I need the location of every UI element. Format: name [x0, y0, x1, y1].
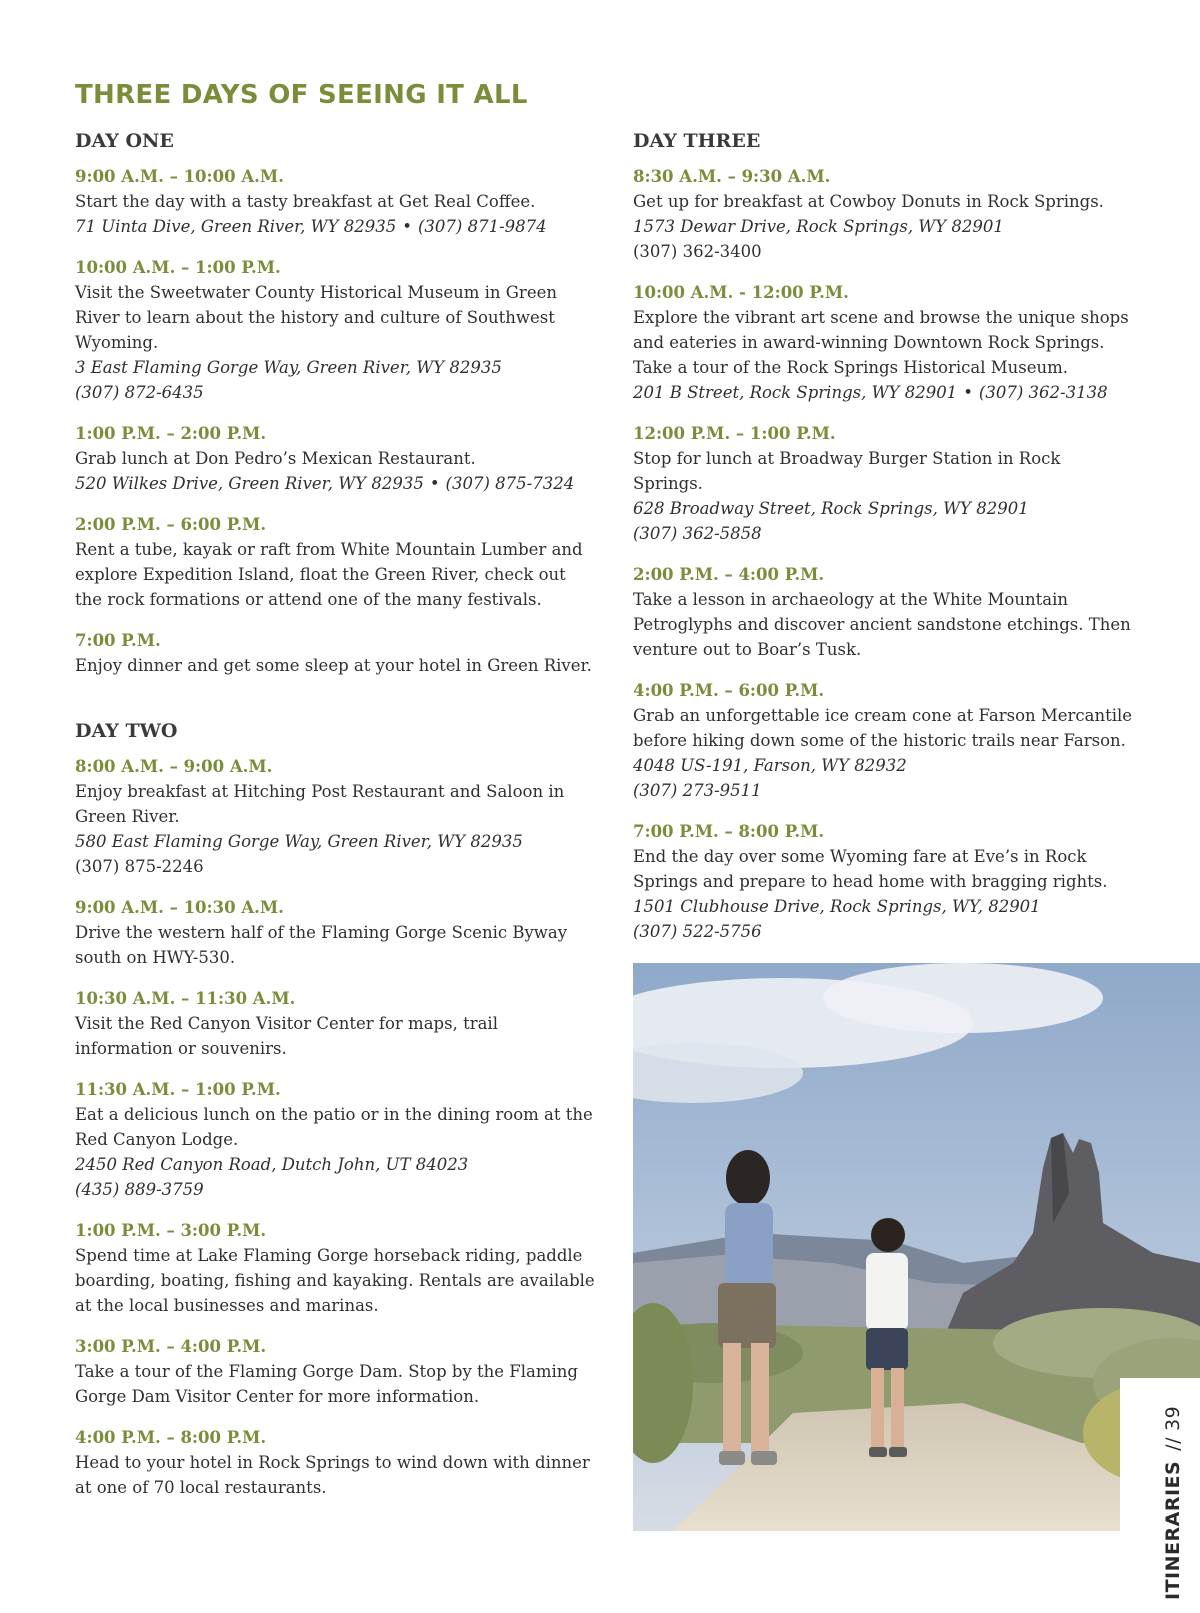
entry-phone: (307) 273-9511 — [633, 781, 762, 800]
section-page-label — [1162, 1406, 1184, 1600]
entry-description: Stop for lunch at Broadway Burger Station in Rock Springs. — [633, 449, 1061, 493]
entry-description: End the day over some Wyoming fare at Eve’s in Rock Springs and prepare to head home with bragging rights. — [633, 847, 1108, 891]
itinerary-entry — [633, 678, 1133, 803]
entry-description: Head to your hotel in Rock Springs to wind down with dinner at one of 70 local restaurants. — [75, 1453, 590, 1497]
entry-description: Start the day with a tasty breakfast at Get Real Coffee. — [75, 192, 536, 211]
entry-address-line — [75, 214, 595, 239]
itinerary-entry — [633, 819, 1133, 944]
entry-phone: (307) 362-3400 — [633, 242, 762, 261]
itinerary-entry — [75, 754, 595, 879]
entry-time: 12:00 P.M. – 1:00 P.M. — [633, 424, 836, 443]
entry-address: 628 Broadway Street, Rock Springs, WY 82901 — [633, 499, 1029, 518]
entry-address: 580 East Flaming Gorge Way, Green River, WY 82935 — [75, 832, 523, 851]
entry-description: Take a lesson in archaeology at the White Mountain Petroglyphs and discover ancient sandstone etchings. Then venture out to Boar’s Tusk. — [633, 590, 1131, 659]
side-tab — [1120, 1378, 1200, 1613]
entry-time: 7:00 P.M. — [75, 631, 161, 650]
entry-description: Visit the Sweetwater County Historical Museum in Green River to learn about the history and culture of Southwest Wyoming. — [75, 283, 557, 352]
entry-description: Explore the vibrant art scene and browse the unique shops and eateries in award-winning Downtown Rock Springs. Take a tour of the Rock Springs Historical Museum. — [633, 308, 1129, 377]
entry-description: Grab lunch at Don Pedro’s Mexican Restaurant. — [75, 449, 476, 468]
itinerary-entry — [633, 164, 1133, 264]
itinerary-entry — [75, 1334, 595, 1409]
entry-address: 2450 Red Canyon Road, Dutch John, UT 84023 — [75, 1155, 469, 1174]
entry-phone: (435) 889-3759 — [75, 1180, 204, 1199]
entry-phone: (307) 362-5858 — [633, 524, 762, 543]
itinerary-entry — [75, 628, 595, 678]
entry-description: Enjoy dinner and get some sleep at your hotel in Green River. — [75, 656, 592, 675]
landscape-photo — [633, 963, 1200, 1531]
slash-separator: // — [1162, 1437, 1184, 1451]
entry-description: Take a tour of the Flaming Gorge Dam. Stop by the Flaming Gorge Dam Visitor Center for more information. — [75, 1362, 578, 1406]
page-number: 39 — [1162, 1405, 1184, 1431]
entry-time: 9:00 A.M. – 10:30 A.M. — [75, 898, 284, 917]
entry-phone: (307) 875-2246 — [75, 857, 204, 876]
entry-time: 9:00 A.M. – 10:00 A.M. — [75, 167, 284, 186]
entry-time: 8:30 A.M. – 9:30 A.M. — [633, 167, 831, 186]
itinerary-entry — [75, 512, 595, 612]
entry-time: 2:00 P.M. – 6:00 P.M. — [75, 515, 267, 534]
entry-address: 1573 Dewar Drive, Rock Springs, WY 82901 — [633, 217, 1004, 236]
entry-time: 3:00 P.M. – 4:00 P.M. — [75, 1337, 267, 1356]
entry-description: Eat a delicious lunch on the patio or in the dining room at the Red Canyon Lodge. — [75, 1105, 593, 1149]
entry-description: Rent a tube, kayak or raft from White Mountain Lumber and explore Expedition Island, float the Green River, check out the rock formations or attend one of the many festivals. — [75, 540, 583, 609]
entry-description: Drive the western half of the Flaming Gorge Scenic Byway south on HWY-530. — [75, 923, 568, 967]
itinerary-entry — [633, 421, 1133, 546]
bullet-separator: • — [402, 217, 412, 236]
entry-description: Get up for breakfast at Cowboy Donuts in Rock Springs. — [633, 192, 1104, 211]
entry-address: 520 Wilkes Drive, Green River, WY 82935 — [75, 474, 424, 493]
itinerary-entry — [75, 1218, 595, 1318]
entry-time: 7:00 P.M. – 8:00 P.M. — [633, 822, 825, 841]
entry-address-line — [633, 380, 1133, 405]
entry-address: 71 Uinta Dive, Green River, WY 82935 — [75, 217, 397, 236]
entry-address: 4048 US-191, Farson, WY 82932 — [633, 756, 907, 775]
entry-time: 2:00 P.M. – 4:00 P.M. — [633, 565, 825, 584]
entry-address: 3 East Flaming Gorge Way, Green River, WY 82935 — [75, 358, 502, 377]
entry-description: Grab an unforgettable ice cream cone at Farson Mercantile before hiking down some of the historic trails near Farson. — [633, 706, 1133, 750]
entry-phone: (307) 872-6435 — [75, 383, 204, 402]
day-two-heading: DAY TWO — [75, 720, 178, 742]
day-one-heading: DAY ONE — [75, 130, 174, 152]
entry-time: 10:30 A.M. – 11:30 A.M. — [75, 989, 296, 1008]
entry-address-line — [75, 471, 595, 496]
day-three-heading: DAY THREE — [633, 130, 761, 152]
entry-description: Visit the Red Canyon Visitor Center for maps, trail information or souvenirs. — [75, 1014, 498, 1058]
entry-description: Enjoy breakfast at Hitching Post Restaurant and Saloon in Green River. — [75, 782, 565, 826]
itinerary-entry — [75, 1077, 595, 1202]
entry-time: 10:00 A.M. - 12:00 P.M. — [633, 283, 849, 302]
bullet-separator: • — [429, 474, 440, 493]
page-title: THREE DAYS OF SEEING IT ALL — [75, 80, 528, 110]
itinerary-entry — [75, 1425, 595, 1500]
entry-time: 10:00 A.M. – 1:00 P.M. — [75, 258, 281, 277]
bullet-separator: • — [963, 383, 973, 402]
entry-address: 1501 Clubhouse Drive, Rock Springs, WY, 82901 — [633, 897, 1041, 916]
entry-address: 201 B Street, Rock Springs, WY 82901 — [633, 383, 958, 402]
itinerary-entry — [75, 164, 595, 239]
entry-time: 1:00 P.M. – 3:00 P.M. — [75, 1221, 267, 1240]
entry-time: 8:00 A.M. – 9:00 A.M. — [75, 757, 273, 776]
entry-time: 11:30 A.M. – 1:00 P.M. — [75, 1080, 281, 1099]
left-column — [75, 130, 595, 1516]
entry-phone: (307) 875-7324 — [445, 474, 575, 493]
itinerary-entry — [75, 895, 595, 970]
entry-description: Spend time at Lake Flaming Gorge horseback riding, paddle boarding, boating, fishing and kayaking. Rentals are available at the local businesses and marinas. — [75, 1246, 595, 1315]
right-column — [633, 130, 1133, 960]
itinerary-entry — [75, 421, 595, 496]
section-name: ITINERARIES — [1162, 1460, 1184, 1600]
itinerary-entry — [633, 280, 1133, 405]
entry-time: 4:00 P.M. – 8:00 P.M. — [75, 1428, 267, 1447]
entry-time: 1:00 P.M. – 2:00 P.M. — [75, 424, 267, 443]
itinerary-entry — [75, 986, 595, 1061]
entry-phone: (307) 871-9874 — [418, 217, 547, 236]
entry-phone: (307) 522-5756 — [633, 922, 762, 941]
landscape-photo-illustration — [633, 963, 1200, 1531]
entry-phone: (307) 362-3138 — [978, 383, 1108, 402]
itinerary-entry — [75, 255, 595, 405]
entry-time: 4:00 P.M. – 6:00 P.M. — [633, 681, 825, 700]
itinerary-entry — [633, 562, 1133, 662]
